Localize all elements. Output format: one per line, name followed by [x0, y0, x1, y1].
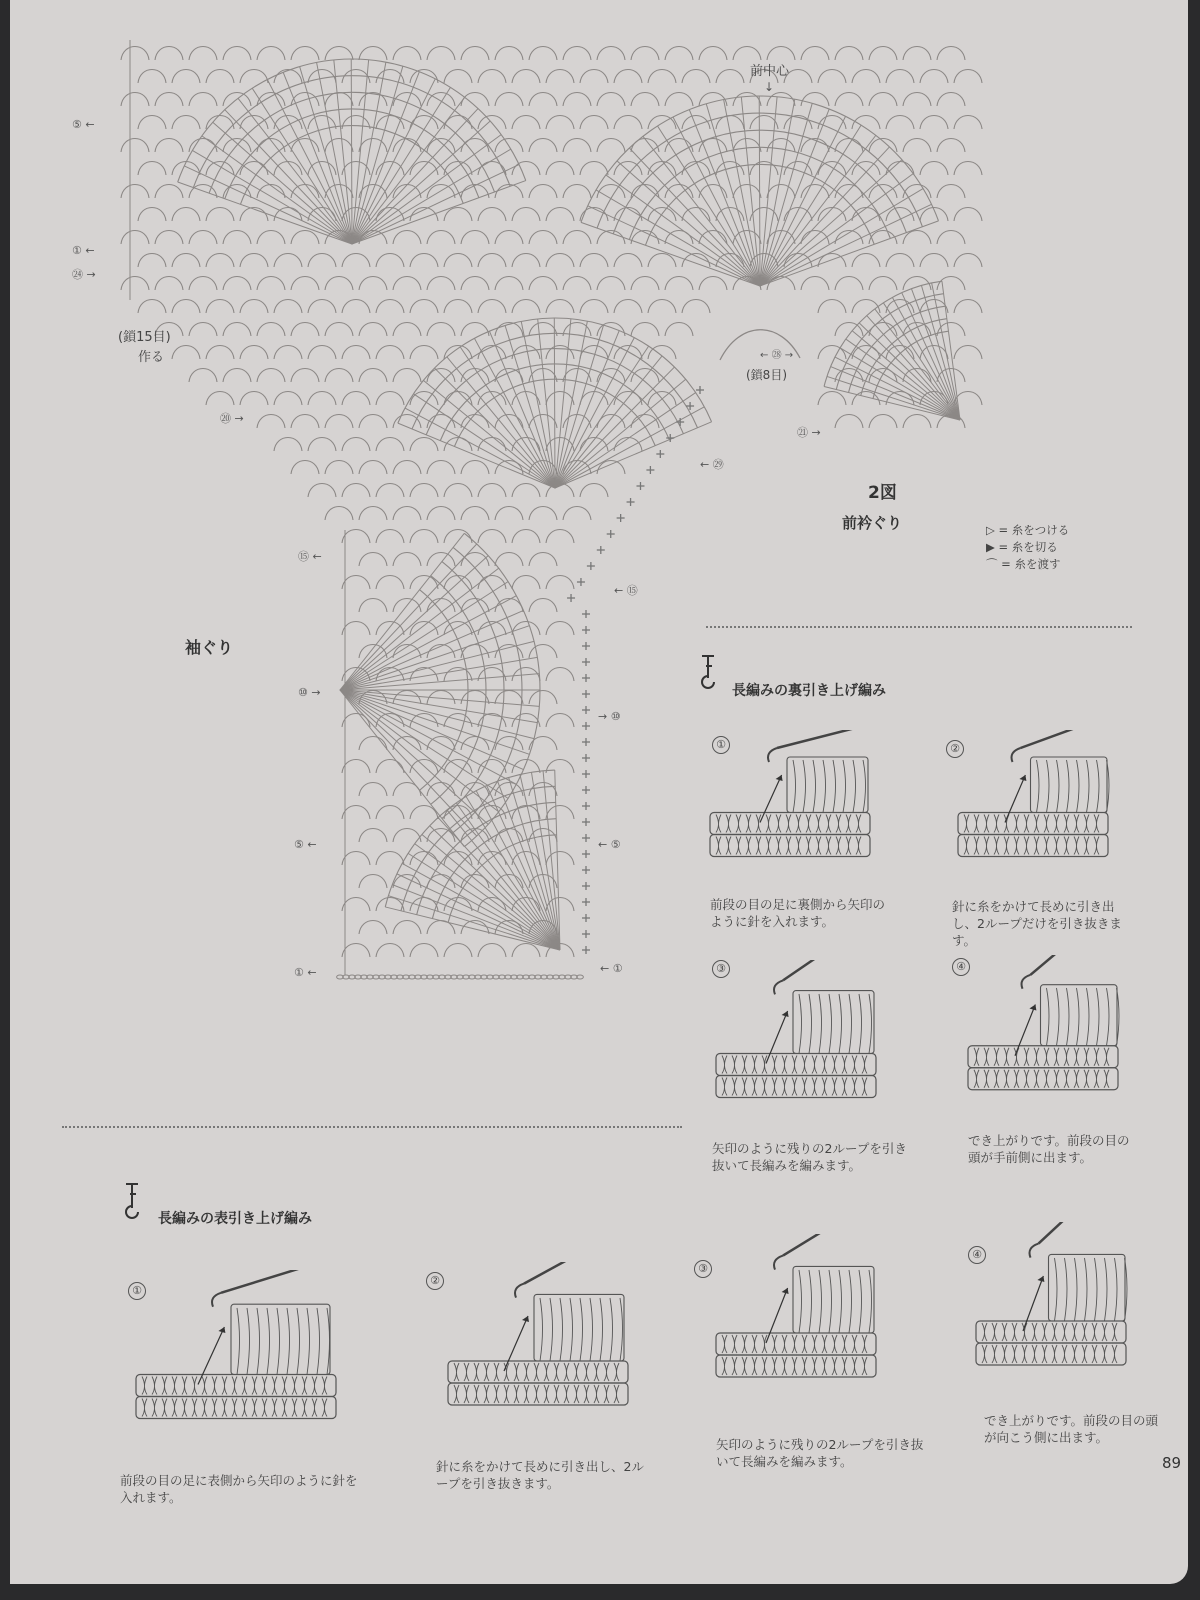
row-marker: ← ㉙ — [700, 458, 724, 471]
step-number: ② — [946, 740, 964, 758]
front-center-label: 前中心 — [750, 64, 790, 79]
step-number: ① — [128, 1282, 146, 1300]
step-number: ③ — [712, 960, 730, 978]
back-post-title: 長編みの裏引き上げ編み — [732, 683, 886, 699]
step-caption: でき上がりです。前段の目の頭が向こう側に出ます。 — [984, 1413, 1159, 1445]
front-post-section-icon — [122, 1180, 144, 1226]
legend-item: ▷ = 糸をつける — [986, 523, 1070, 537]
step-number: ④ — [952, 958, 970, 976]
row-marker: ⑤ ← — [72, 118, 95, 131]
legend — [986, 522, 1069, 573]
stitch-illustration — [706, 730, 886, 880]
stitch-illustration — [712, 960, 892, 1130]
step-number: ③ — [694, 1260, 712, 1278]
divider — [706, 626, 1132, 628]
row-marker: → ⑩ — [598, 710, 621, 723]
row-marker: ⑮ ← — [298, 550, 322, 563]
chain8-label: (鎖8目) — [746, 368, 787, 382]
step-caption: 前段の目の足に表側から矢印のように針を入れます。 — [120, 1473, 358, 1505]
row-marker: ① ← — [72, 244, 95, 257]
row-marker: ㉑ → — [797, 426, 821, 439]
stitch-illustration — [964, 955, 1134, 1120]
legend-item: ▶ = 糸を切る — [986, 540, 1058, 554]
row-marker: ⑤ ← — [294, 838, 317, 851]
stitch-illustration — [444, 1262, 644, 1442]
row-marker: ① ← — [294, 966, 317, 979]
row-marker: ⑩ → — [298, 686, 321, 699]
stitch-illustration — [954, 730, 1124, 880]
step-number: ② — [426, 1272, 444, 1290]
row-marker: ← ㉘ → — [760, 350, 794, 361]
back-post-section-icon — [698, 652, 720, 696]
step-caption: 前段の目の足に裏側から矢印のように針を入れます。 — [710, 897, 886, 929]
step-number: ④ — [968, 1246, 986, 1264]
step-number: ① — [712, 736, 730, 754]
row-marker: ← ⑤ — [598, 838, 621, 851]
step-caption: 矢印のように残りの2ループを引き抜いて長編みを編みます。 — [712, 1141, 907, 1173]
step-caption: でき上がりです。前段の目の頭が手前側に出ます。 — [968, 1133, 1130, 1165]
stitch-illustration — [712, 1234, 892, 1414]
down-arrow-icon: ↓ — [764, 80, 775, 94]
row-marker: ⑳ → — [220, 412, 244, 425]
row-marker: ← ① — [600, 962, 623, 975]
figure-title: 前衿ぐり — [842, 514, 903, 532]
page-number: 89 — [1162, 1454, 1182, 1472]
stitch-illustration — [132, 1270, 352, 1460]
step-caption: 針に糸をかけて長めに引き出し、2ループだけを引き抜きます。 — [952, 899, 1122, 948]
armhole-label: 袖ぐり — [185, 638, 234, 657]
figure-number: 2図 — [868, 483, 897, 503]
row-marker: ← ⑮ — [614, 584, 638, 597]
legend-item: ⌒ = 糸を渡す — [986, 557, 1061, 571]
front-post-title: 長編みの表引き上げ編み — [158, 1211, 312, 1227]
chain15-label: (鎖15目) — [118, 330, 171, 345]
divider — [62, 1126, 682, 1128]
step-caption: 針に糸をかけて長めに引き出し、2ループを引き抜きます。 — [436, 1459, 644, 1491]
make-label: 作る — [138, 350, 165, 365]
stitch-illustration — [972, 1222, 1142, 1402]
row-marker: ㉔ → — [72, 268, 96, 281]
step-caption: 矢印のように残りの2ループを引き抜いて長編みを編みます。 — [716, 1437, 924, 1469]
